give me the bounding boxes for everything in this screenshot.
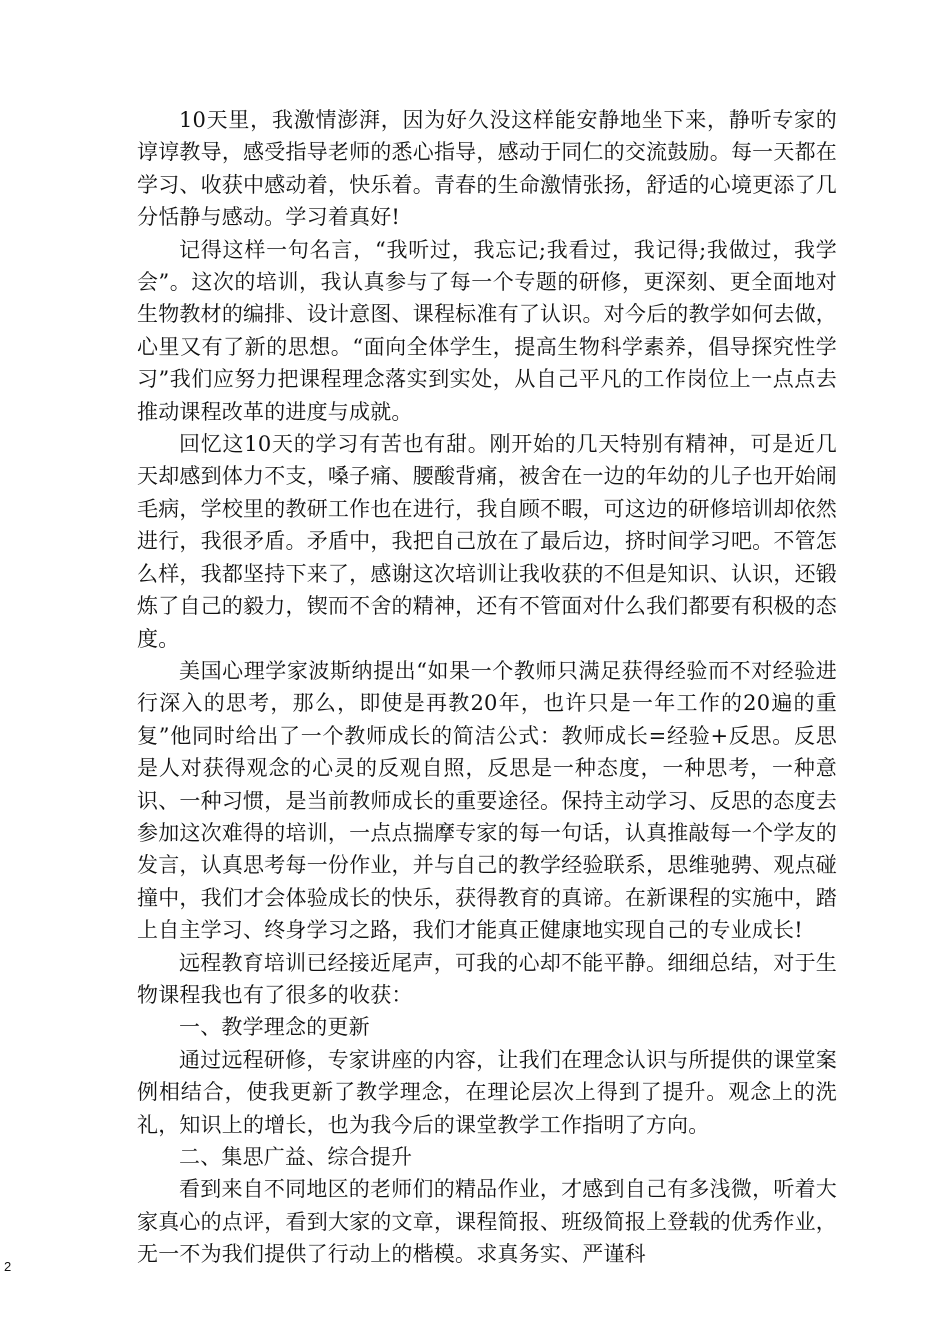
paragraph-2: 记得这样一句名言，“我听过，我忘记;我看过，我记得;我做过，我学会”。这次的培训，我认真参与了每一个专题的研修，更深刻、更全面地对生物教材的编排、设计意图、课程标准有了认识。对今后的教学如何去做，心里又有了新的思想。“面向全体学生，提高生物科学素养，倡导探究性学习”我们应努力把课程理念落实到实处，从自己平凡的工作岗位上一点点去推动课程改革的进度与成就。 bbox=[137, 237, 837, 424]
document-body bbox=[137, 104, 837, 1271]
paragraph-4: 美国心理学家波斯纳提出“如果一个教师只满足获得经验而不对经验进行深入的思考，那么，即使是再教20年，也许只是一年工作的20遍的重复”他同时给出了一个教师成长的简洁公式：教师成长=经验+反思。反思是人对获得观念的心灵的反观自照，反思是一种态度，一种思考，一种意识、一种习惯，是当前教师成长的重要途径。保持主动学习、反思的态度去参加这次难得的培训，一点点揣摩专家的每一句话，认真推敲每一个学友的发言，认真思考每一份作业，并与自己的教学经验联系，思维驰骋、观点碰撞中，我们才会体验成长的快乐，获得教育的真谛。在新课程的实施中，踏上自主学习、终身学习之路，我们才能真正健康地实现自己的专业成长! bbox=[137, 658, 837, 943]
paragraph-5: 远程教育培训已经接近尾声，可我的心却不能平静。细细总结，对于生物课程我也有了很多的收获： bbox=[137, 950, 837, 1007]
section-heading-2: 二、集思广益、综合提升 bbox=[179, 1145, 413, 1169]
paragraph-3: 回忆这10天的学习有苦也有甜。刚开始的几天特别有精神，可是近几天却感到体力不支，嗓子痛、腰酸背痛，被舍在一边的年幼的儿子也开始闹毛病，学校里的教研工作也在进行，我自顾不暇，可这边的研修培训却依然进行，我很矛盾。矛盾中，我把自己放在了最后边，挤时间学习吧。不管怎么样，我都坚持下来了，感谢这次培训让我收获的不但是知识、认识，还锻炼了自己的毅力，锲而不舍的精神，还有不管面对什么我们都要有积极的态度。 bbox=[137, 432, 837, 651]
paragraph-7: 看到来自不同地区的老师们的精品作业，才感到自己有多浅微，听着大家真心的点评，看到大家的文章，课程简报、班级简报上登载的优秀作业，无一不为我们提供了行动上的楷模。求真务实、严谨科 bbox=[137, 1177, 837, 1267]
paragraph-6: 通过远程研修，专家讲座的内容，让我们在理念认识与所提供的课堂案例相结合，使我更新了教学理念，在理论层次上得到了提升。观念上的洗礼，知识上的增长，也为我今后的课堂教学工作指明了方向。 bbox=[137, 1047, 837, 1137]
section-heading-1: 一、教学理念的更新 bbox=[179, 1015, 370, 1040]
page-number: 2 bbox=[4, 1259, 12, 1274]
paragraph-1: 10天里，我激情澎湃，因为好久没这样能安静地坐下来，静听专家的谆谆教导，感受指导老师的悉心指导，感动于同仁的交流鼓励。每一天都在学习、收获中感动着，快乐着。青春的生命激情张扬，舒适的心境更添了几分恬静与感动。学习着真好! bbox=[137, 108, 837, 230]
